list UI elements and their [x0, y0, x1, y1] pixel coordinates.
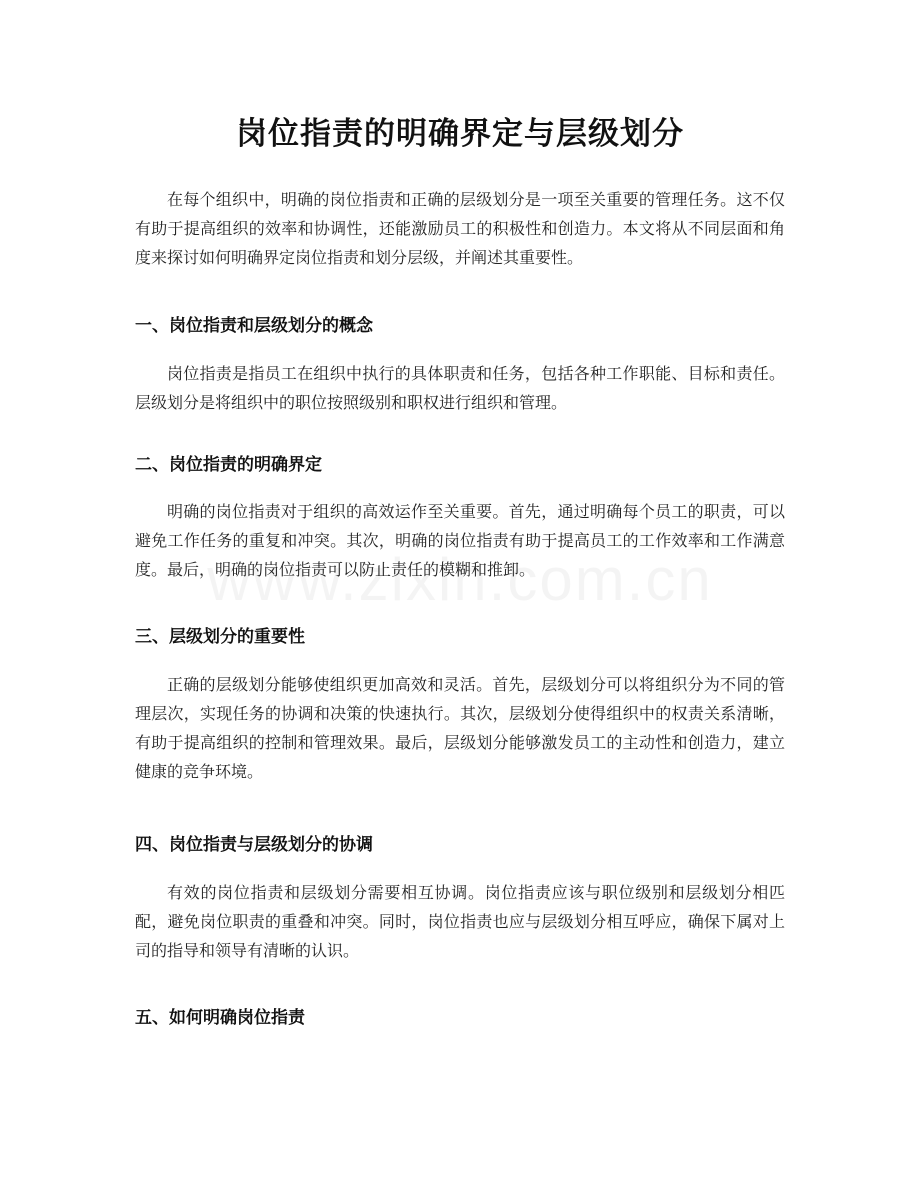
section-heading-5: 五、如何明确岗位指责 — [135, 1008, 305, 1028]
section-body-1: 岗位指责是指员工在组织中执行的具体职责和任务，包括各种工作职能、目标和责任。层级划分是将组织中的职位按照级别和职权进行组织和管理。 — [135, 364, 785, 412]
page-title: 岗位指责的明确界定与层级划分 — [236, 116, 684, 152]
section-heading-3: 三、层级划分的重要性 — [135, 627, 305, 647]
section-body-2: 明确的岗位指责对于组织的高效运作至关重要。首先，通过明确每个员工的职责，可以避免工作任务的重复和冲突。其次，明确的岗位指责有助于提高员工的工作效率和工作满意度。最后，明确的岗位指责可以防止责任的模糊和推卸。 — [135, 502, 785, 579]
section-heading-2: 二、岗位指责的明确界定 — [135, 455, 322, 475]
section-heading-1: 一、岗位指责和层级划分的概念 — [135, 316, 373, 336]
section-body-3: 正确的层级划分能够使组织更加高效和灵活。首先，层级划分可以将组织分为不同的管理层次，实现任务的协调和决策的快速执行。其次，层级划分使得组织中的权责关系清晰，有助于提高组织的控制和管理效果。最后，层级划分能够激发员工的主动性和创造力，建立健康的竞争环境。 — [135, 675, 785, 781]
section-body-4: 有效的岗位指责和层级划分需要相互协调。岗位指责应该与职位级别和层级划分相匹配，避免岗位职责的重叠和冲突。同时，岗位指责也应与层级划分相互呼应，确保下属对上司的指导和领导有清晰的认识。 — [135, 883, 785, 960]
section-heading-4: 四、岗位指责与层级划分的协调 — [135, 835, 373, 855]
intro-paragraph: 在每个组织中，明确的岗位指责和正确的层级划分是一项至关重要的管理任务。这不仅有助于提高组织的效率和协调性，还能激励员工的积极性和创造力。本文将从不同层面和角度来探讨如何明确界定岗位指责和划分层级，并阐述其重要性。 — [135, 190, 785, 267]
